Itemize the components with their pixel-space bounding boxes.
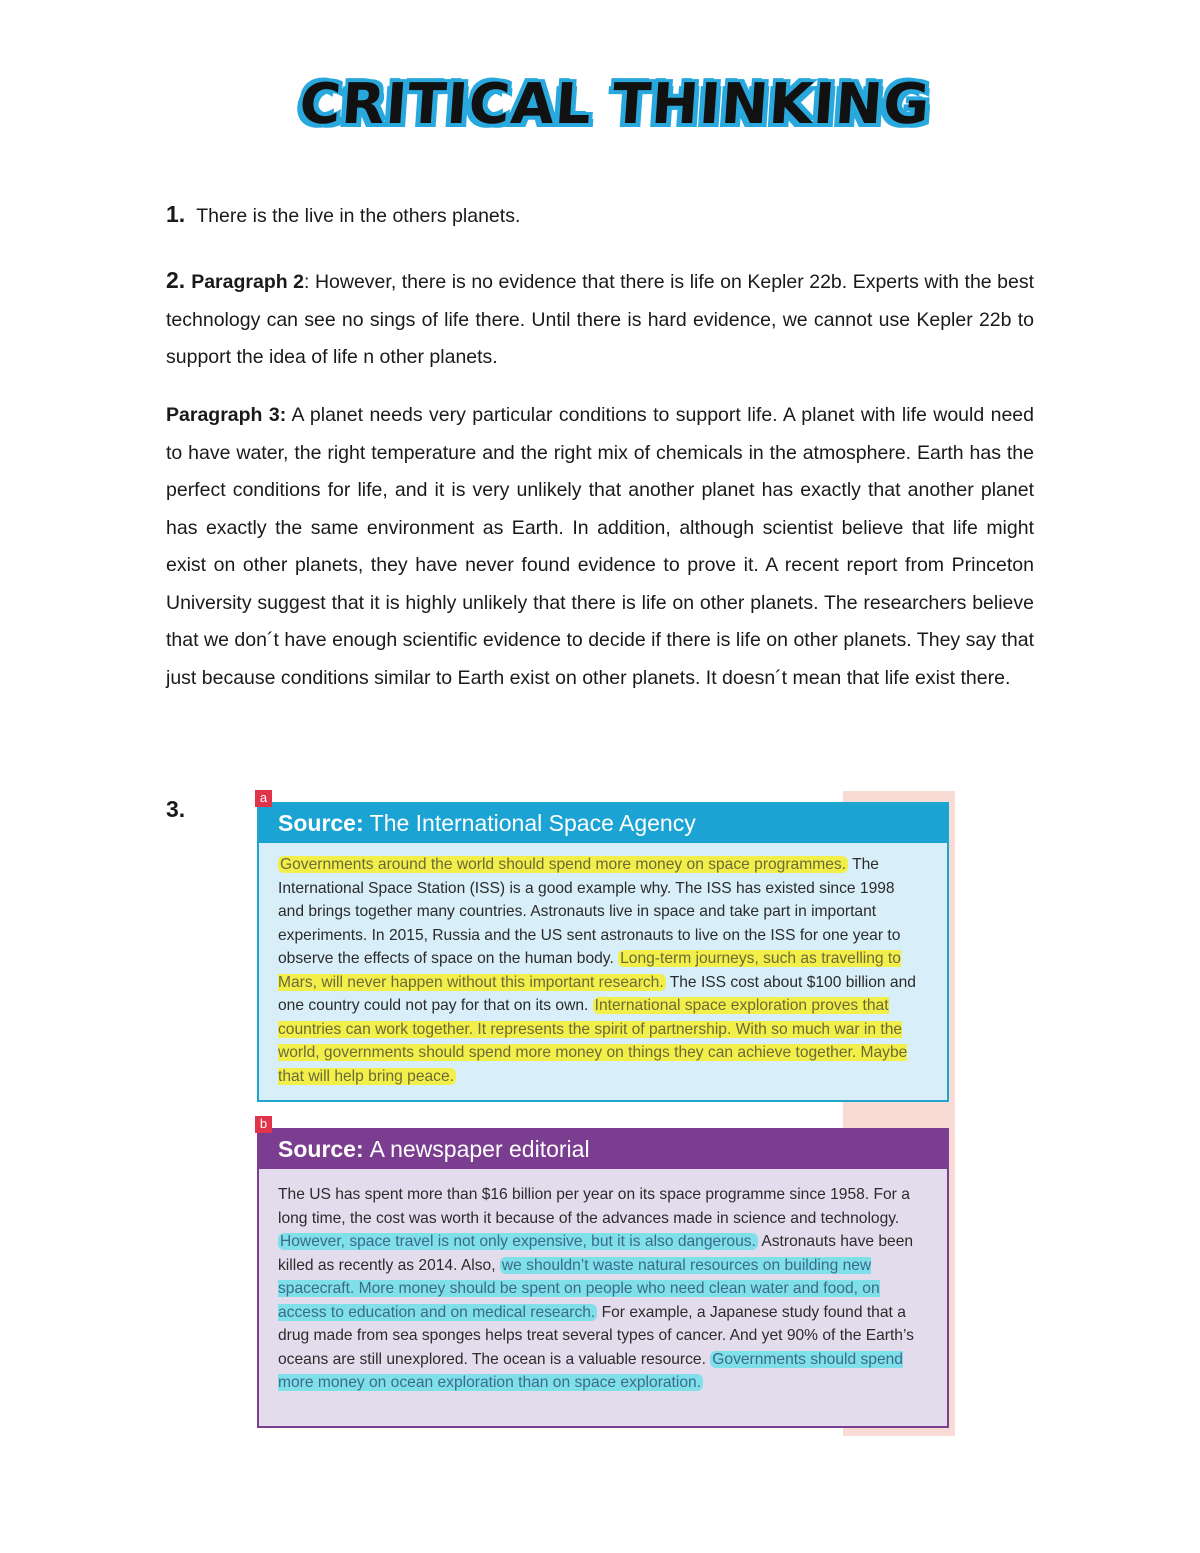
source-a-badge: a — [255, 790, 272, 807]
source-b-label: Source: — [278, 1136, 364, 1162]
source-b-header — [259, 1130, 947, 1169]
page-title: CRITICAL THINKING — [297, 72, 933, 137]
source-b-text-2: Astronauts have been killed as recently as 2014. Also, — [278, 1233, 914, 1274]
source-a-highlight-3: International space exploration proves that countries can work together. It represents the spirit of partnership. With so much war in the world, governments should spend more money on things they can achieve together. Maybe that will help bring peace. — [278, 997, 908, 1085]
source-b-body — [259, 1169, 947, 1395]
source-a-highlight-2: Long-term journeys, such as travelling to Mars, will never happen without this important research. — [278, 950, 901, 991]
paragraph-3-label: Paragraph 3: — [166, 404, 287, 426]
answer-2 — [166, 262, 1034, 377]
paragraph-3-text: A planet needs very particular conditions to support life. A planet with life would need to have water, the right temperature and the right mix of chemicals in the atmosphere. Earth has the perfect conditions for life, and it is very unlikely that another planet has exactly that another planet has exactly the same environment as Earth. In addition, although scientist believe that life might exist on other planets, they have never found evidence to prove it. A recent report from Princeton University suggest that it is highly unlikely that there is life on other planets. The researchers believe that we don´t have enough scientific evidence to decide if there is life on other planets. They say that just because conditions similar to Earth exist on other planets. It doesn´t mean that life exist there. — [166, 404, 1034, 689]
answer-2-number: 2. — [166, 267, 186, 293]
source-a-box — [257, 790, 949, 1102]
source-a-title: The International Space Agency — [369, 810, 696, 836]
source-a-highlight-1: Governments around the world should spend more money on space programmes. — [280, 856, 847, 873]
source-a-body — [259, 843, 947, 1088]
source-b-highlight-1: However, space travel is not only expensive, but it is also dangerous. — [280, 1233, 756, 1250]
answer-1-text: There is the live in the others planets. — [196, 205, 521, 227]
source-a-text-2: The ISS cost about $100 billion and one country could not pay for that on its own. — [278, 973, 916, 1014]
answer-2-paragraph-3 — [166, 397, 1034, 697]
source-a-header — [259, 804, 947, 843]
source-a-text-1: The International Space Station (ISS) is a good example why. The ISS has existed since 1998 and brings together many countries. Astronauts live in space and take part in important experiments. In 2015, Russia and the US sent astronauts to live on the ISS for one year to observe the effects of space on the human body. — [278, 856, 901, 967]
answer-1 — [166, 196, 1034, 236]
source-b-box — [257, 1116, 949, 1428]
answer-3-number: 3. — [166, 796, 186, 822]
source-b-highlight-3: Governments should spend more money on ocean exploration than on space exploration. — [278, 1350, 903, 1391]
source-b-text-3: For example, a Japanese study found that a drug made from sea sponges helps treat several types of cancer. And yet 90% of the Earth’s oceans are still unexplored. The ocean is a valuable resource. — [278, 1303, 914, 1368]
source-a-label: Source: — [278, 810, 364, 836]
source-b-text-1: The US has spent more than $16 billion per year on its space programme since 1958. For a long time, the cost was worth it because of the advances made in science and technology. — [278, 1186, 910, 1227]
answer-1-number: 1. — [166, 201, 186, 227]
answer-2-text: : However, there is no evidence that there is life on Kepler 22b. Experts with the best technology can see no sings of life there. Until there is hard evidence, we cannot use Kepler 22b to support the idea of life n other planets. — [166, 271, 1035, 368]
source-b-highlight-2: we shouldn’t waste natural resources on building new spacecraft. More money should be spent on people who need clean water and food, on access to education and on medical research. — [278, 1256, 880, 1321]
source-b-title: A newspaper editorial — [369, 1136, 590, 1162]
source-b-badge: b — [255, 1116, 272, 1133]
answer-2-label: Paragraph 2 — [191, 271, 305, 293]
